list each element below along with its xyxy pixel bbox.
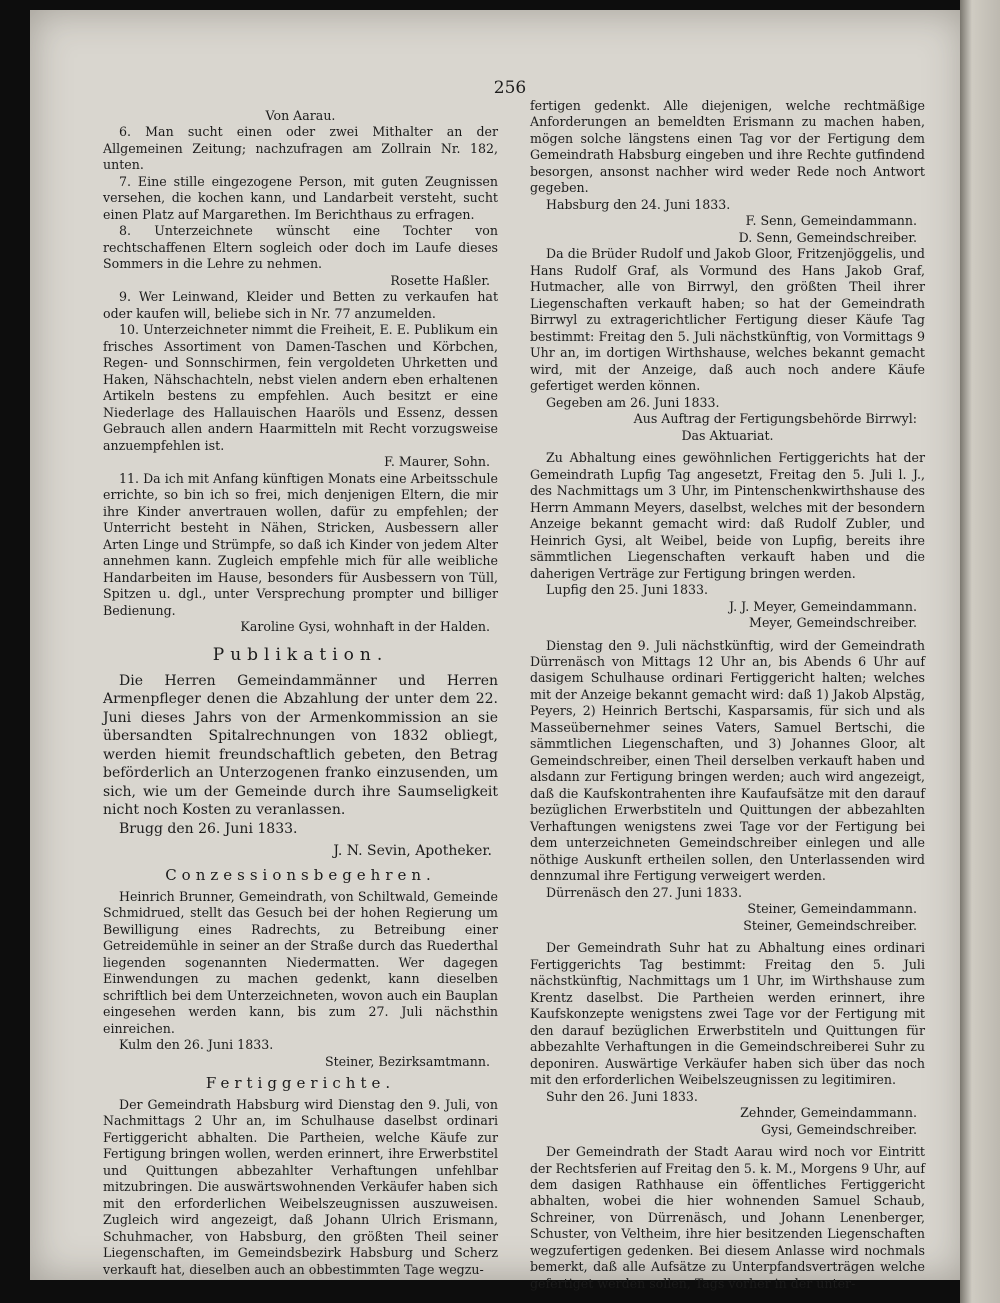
birrwyl-signature-2: Das Aktuariat. — [681, 427, 774, 443]
next-page-edge — [960, 0, 1000, 1303]
birrwyl-notice: Da die Brüder Rudolf und Jakob Gloor, Fritzenjöggelis, und Hans Rudolf Graf, als Vormund des Hans Jakob Graf, Hutmacher, alle von Birrwyl, den größten Theil ihrer Liegenschaften verkauft haben; so hat der Gemeindrath Birrwyl zu extragerichtlicher Fertigung dieser Käufe Tag bestimmt: Freitag den 5. Juli nächstkünftig, von Vormittags 9 Uhr an, im dortigen Wirthshause, welches bekannt gemacht wird, mit der Anzeige, daß auch noch andere Käufe gefertiget werden können. — [530, 246, 925, 394]
ad-item-11: 11. Da ich mit Anfang künftigen Monats eine Arbeitsschule errichte, so bin ich so frei, mich denjenigen Eltern, die mir ihre Kinder anvertrauen wollen, dafür zu empfehlen; der Unterricht besteht in Nähen, Stricken, Ausbessern aller Arten Linge und Strümpfe, so daß ich Kinder von jedem Alter annehmen kann. Zugleich empfehle mich für alle weibliche Handarbeiten im Hause, besonders für Ausbessern von Tüll, Spitzen u. dgl., unter Versprechung prompter und billiger Bedienung. — [103, 470, 498, 618]
ad-item-8-signature: Rosette Haßler. — [390, 272, 490, 288]
section-heading-konzession: Conzessionsbegehren. — [165, 866, 436, 885]
ad-item-10: 10. Unterzeichneter nimmt die Freiheit, E. E. Publikum ein frisches Assortiment von Damen-Taschen und Körbchen, Regen- und Sonnschirmen, fein vergoldeten Uhrketten und Haken, Nähschachteln, nebst vielen andern eben erhaltenen Artikeln bestens zu empfehlen. Auch besitzt er eine Niederlage des Hallauischen Haaröls und Essenz, dessen Gebrauch allen andern Haarmitteln mit Recht vorzugsweise anzuempfehlen ist. — [103, 322, 498, 453]
konzession-signature: Steiner, Bezirksamtmann. — [324, 1053, 490, 1069]
right-column — [530, 98, 925, 1292]
page-number: 256 — [493, 78, 527, 98]
lupfig-date: Lupfig den 25. Juni 1833. — [546, 582, 709, 598]
habsburg-date: Habsburg den 24. Juni 1833. — [546, 196, 731, 212]
section-heading-fertiggerichte: Fertiggerichte. — [205, 1074, 396, 1093]
habsburg-signature-1: F. Senn, Gemeindammann. — [745, 213, 917, 229]
habsburg-signature-2: D. Senn, Gemeindschreiber. — [738, 229, 917, 245]
suhr-signature-1: Zehnder, Gemeindammann. — [740, 1105, 917, 1121]
section-heading-publikation: Publikation. — [212, 644, 389, 665]
birrwyl-signature-1: Aus Auftrag der Fertigungsbehörde Birrwyl: — [633, 411, 917, 427]
suhr-notice: Der Gemeindrath Suhr hat zu Abhaltung eines ordinari Fertiggerichts Tag bestimmt: Freitag den 5. Juli nächstkünftig, Nachmittags um 1 Uhr, im Wirthshause zum Krentz daselbst. Die Partheien werden erinnert, ihre Kaufskonzepte wenigstens zwei Tage vor der Fertigung mit den darauf bezüglichen Erwerbstiteln und Quittungen für abbezahlte Verhaftungen in die Gemeindschreiberei Suhr zu deponiren. Auswärtige Verkäufer haben sich über das noch mit den erforderlichen Weibelszeugnissen zu legitimiren. — [530, 940, 925, 1088]
duerrenaesch-date: Dürrenäsch den 27. Juni 1833. — [546, 884, 742, 900]
habsburg-continuation: fertigen gedenkt. Alle diejenigen, welche rechtmäßige Anforderungen an bemeldten Erismann zu machen haben, mögen solche längstens einen Tag vor der Fertigung dem Gemeindrath Habsburg eingeben und ihre Rechte gutfindend besorgen, ansonst nachher wird weder Rede noch Antwort gegeben. — [530, 98, 925, 196]
konzession-text: Heinrich Brunner, Gemeindrath, von Schiltwald, Gemeinde Schmidrued, stellt das Gesuch bei der hohen Regierung um Bewilligung eines Radrechts, zu Betreibung einer Getreidemühle in seiner an der Straße durch das Ruederthal liegenden sogenannten Niedermatten. Wer dagegen Einwendungen zu machen gedenkt, kann dieselben schriftlich bei dem Unterzeichneten, wovon auch ein Bauplan eingesehen werden kann, bis zum 27. Juli nächsthin einreichen. — [103, 888, 498, 1036]
ad-item-9: 9. Wer Leinwand, Kleider und Betten zu verkaufen hat oder kaufen will, beliebe sich in Nr. 77 anzumelden. — [103, 289, 498, 321]
fertiggericht-habsburg-text: Der Gemeindrath Habsburg wird Dienstag den 9. Juli, von Nachmittags 2 Uhr an, im Schulhause daselbst ordinari Fertiggericht abhalten. Die Partheien, welche Käufe zur Fertigung bringen wollen, werden erinnert, ihre Erwerbstitel und Quittungen abbezahlter Verhaftungen unfehlbar mitzubringen. Die auswärtswohnenden Verkäufer haben sich mit den erforderlichen Weibelszeugnissen auszuweisen. Zugleich wird angezeigt, daß Johann Ulrich Erismann, Schuhmacher, von Habsburg, den größten Theil seiner Liegenschaften, im Gemeindsbezirk Habsburg und Scherz verkauft hat, dieselben auch an obbestimmten Tage wegzu- — [103, 1096, 498, 1277]
ad-item-7: 7. Eine stille eingezogene Person, mit guten Zeugnissen versehen, die kochen kann, und Landarbeit versteht, sucht einen Platz auf Margarethen. Im Berichthaus zu erfragen. — [103, 173, 498, 222]
ad-item-8: 8. Unterzeichnete wünscht eine Tochter von rechtschaffenen Eltern sogleich oder doch im Laufe dieses Sommers in die Lehre zu nehmen. — [103, 223, 498, 272]
duerrenaesch-notice: Dienstag den 9. Juli nächstkünftig, wird der Gemeindrath Dürrenäsch von Mittags 12 Uhr an, bis Abends 6 Uhr auf dasigem Schulhause ordinari Fertiggericht halten; welches mit der Anzeige bekannt gemacht wird: daß 1) Jakob Alpstäg, Peyers, 2) Heinrich Bertschi, Kasparsamis, für sich und als Masseübernehmer seines Vaters, Samuel Bertschi, die sämmtlichen Liegenschaften, und 3) Johannes Gloor, alt Gemeindschreiber, einen Theil derselben verkauft haben und alsdann zur Fertigung bringen werden; auch wird angezeigt, daß die Kaufskontrahenten ihre Kaufaufsätze mit den darauf bezüglichen Erwerbstiteln und Quittungen der abbezahlten Verhaftungen wenigstens zwei Tage vor der Fertigung bei dem unterzeichneten Gemeindschreiber einlegen und alle nöthige Auskunft ertheilen sollen, den Unterlassenden wird dennzumal ihre Fertigung verweigert werden. — [530, 637, 925, 884]
birrwyl-date: Gegeben am 26. Juni 1833. — [546, 394, 720, 410]
publikation-signature: J. N. Sevin, Apotheker. — [333, 842, 492, 859]
lupfig-signature-2: Meyer, Gemeindschreiber. — [749, 615, 917, 631]
left-column — [103, 108, 498, 1278]
section-heading-aarau: Von Aarau. — [265, 108, 336, 123]
ad-item-11-signature: Karoline Gysi, wohnhaft in der Halden. — [240, 619, 490, 635]
lupfig-notice: Zu Abhaltung eines gewöhnlichen Fertiggerichts hat der Gemeindrath Lupfig Tag angesetzt, Freitag den 5. Juli l. J., des Nachmittags um 3 Uhr, im Pintenschenkwirthshause des Herrn Ammann Meyers, daselbst, welches mit der besondern Anzeige bekannt gemacht wird: daß Rudolf Zubler, und Heinrich Gysi, alt Weibel, beide von Lupfig, bereits ihre sämmtlichen Liegenschaften verkauft haben und die daherigen Verträge zur Fertigung bringen werden. — [530, 450, 925, 581]
suhr-date: Suhr den 26. Juni 1833. — [546, 1088, 698, 1104]
duerrenaesch-signature-2: Steiner, Gemeindschreiber. — [743, 917, 917, 933]
konzession-date: Kulm den 26. Juni 1833. — [119, 1037, 274, 1053]
ad-item-6: 6. Man sucht einen oder zwei Mithalter an der Allgemeinen Zeitung; nachzufragen am Zollrain Nr. 182, unten. — [103, 124, 498, 173]
lupfig-signature-1: J. J. Meyer, Gemeindammann. — [729, 598, 917, 614]
duerrenaesch-signature-1: Steiner, Gemeindammann. — [747, 901, 917, 917]
suhr-signature-2: Gysi, Gemeindschreiber. — [760, 1121, 917, 1137]
aarau-notice: Der Gemeindrath der Stadt Aarau wird noch vor Eintritt der Rechtsferien auf Freitag den 5. k. M., Morgens 9 Uhr, auf dem dasigen Rathhause ein öffentliches Fertiggericht abhalten, wobei die hier wohnenden Samuel Schaub, Schreiner, von Dürrenäsch, und Johann Lenenberger, Schuster, von Veltheim, ihre hier besitzenden Liegenschaften wegzufertigen gedenken. Bei diesem Anlasse wird nochmals bemerkt, daß alle Aufsätze zu Unterpfandsverträgen welche gefertiget werden sollen, Tags vorher in der unter- — [530, 1144, 925, 1291]
publikation-text: Die Herren Gemeindammänner und Herren Armenpfleger denen die Abzahlung der unter dem 22. Juni dieses Jahrs von der Armenkommission an sie übersandten Spitalrechnungen von 1832 obliegt, werden hiemit freundschaftlich gebeten, den Betrag beförderlich an Unterzogenen franko einzusenden, um sich, wie um der Gemeinde durch ihre Saumseligkeit nicht noch Kosten zu veranlassen. — [103, 672, 498, 819]
publikation-date: Brugg den 26. Juni 1833. — [119, 820, 298, 837]
ad-item-10-signature: F. Maurer, Sohn. — [384, 454, 490, 470]
